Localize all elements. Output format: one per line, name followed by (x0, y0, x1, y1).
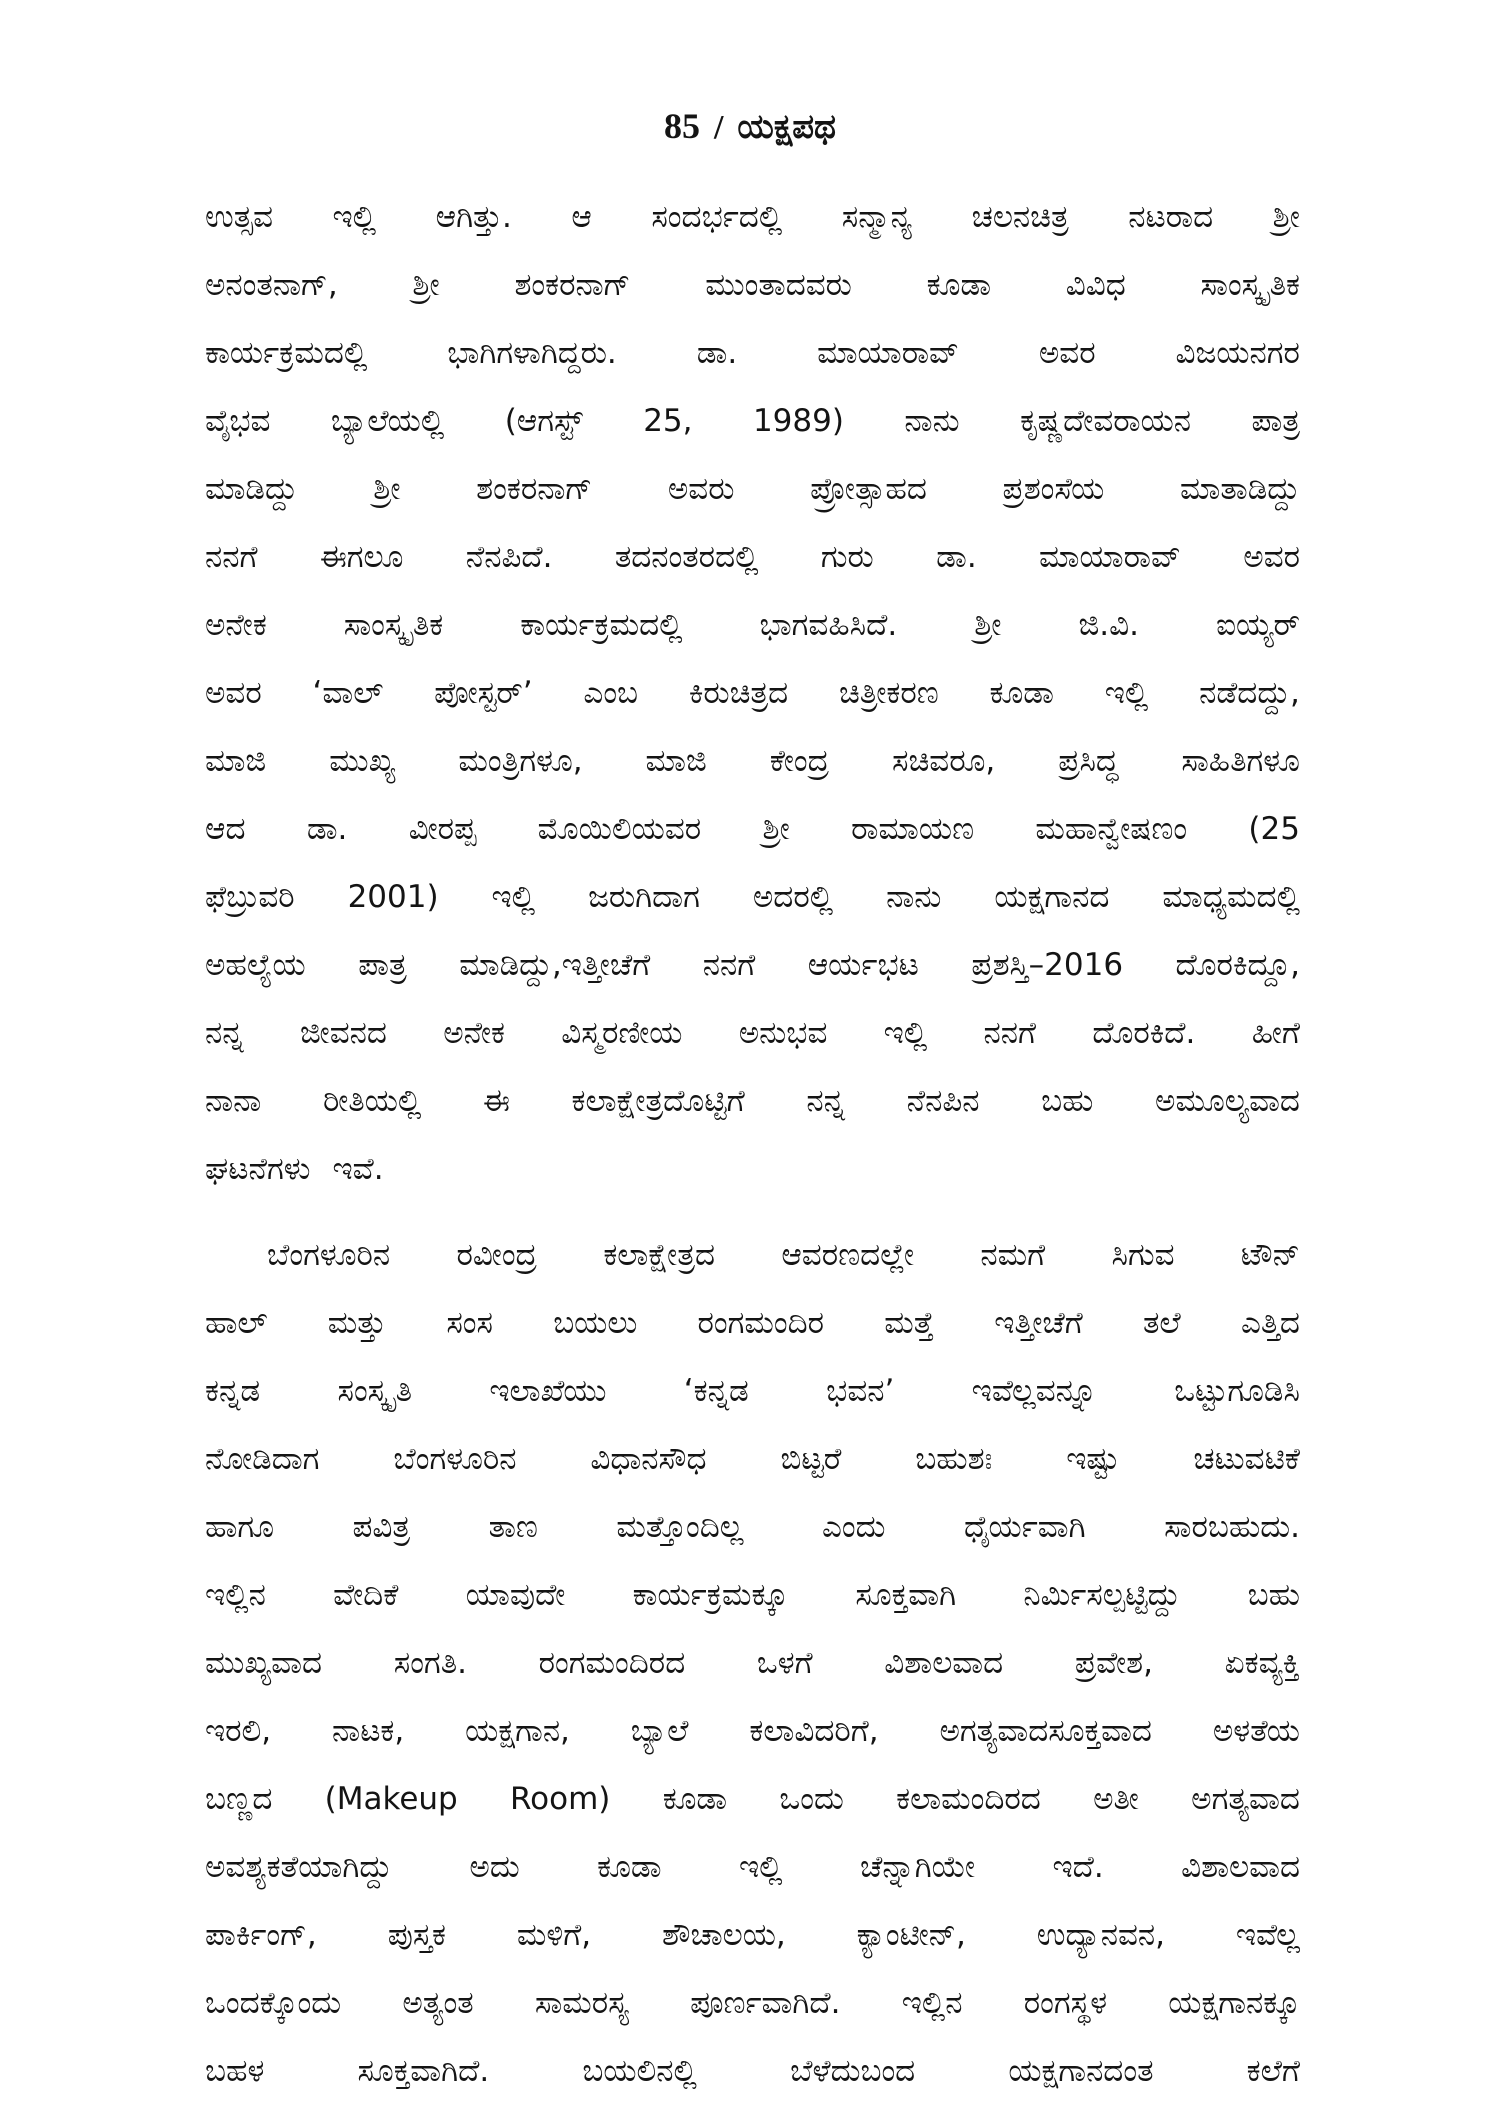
text-line: ನನ್ನ ಜೀವನದ ಅನೇಕ ವಿಸ್ಮರಣೀಯ ಅನುಭವ ಇಲ್ಲಿ ನನಗೆ ದೊರಕಿದೆ. ಹೀಗೆ (205, 1015, 1300, 1051)
text-line: ಒಂದಕ್ಕೊಂದು ಅತ್ಯಂತ ಸಾಮರಸ್ಯ ಪೂರ್ಣವಾಗಿದೆ. ಇಲ್ಲಿನ ರಂಗಸ್ಥಳ ಯಕ್ಷಗಾನಕ್ಕೂ (205, 1985, 1300, 2021)
page-header (0, 104, 1500, 150)
text-line: ಕನ್ನಡ ಸಂಸ್ಕೃತಿ ಇಲಾಖೆಯು ‘ಕನ್ನಡ ಭವನ’ ಇವೆಲ್ಲವನ್ನೂ ಒಟ್ಟುಗೂಡಿಸಿ (205, 1373, 1300, 1409)
text-line: ಮಾಡಿದ್ದು ಶ್ರೀ ಶಂಕರನಾಗ್ ಅವರು ಪ್ರೋತ್ಸಾಹದ ಪ್ರಶಂಸೆಯ ಮಾತಾಡಿದ್ದು (205, 471, 1300, 507)
text-line: ಮಾಜಿ ಮುಖ್ಯ ಮಂತ್ರಿಗಳೂ, ಮಾಜಿ ಕೇಂದ್ರ ಸಚಿವರೂ, ಪ್ರಸಿದ್ಧ ಸಾಹಿತಿಗಳೂ (205, 743, 1300, 779)
text-line: ಬಹಳ ಸೂಕ್ತವಾಗಿದೆ. ಬಯಲಿನಲ್ಲಿ ಬೆಳೆದುಬಂದ ಯಕ್ಷಗಾನದಂತ ಕಲೆಗೆ (205, 2053, 1300, 2089)
text-line: ಇರಲಿ, ನಾಟಕ, ಯಕ್ಷಗಾನ, ಬ್ಯಾಲೆ ಕಲಾವಿದರಿಗೆ, ಅಗತ್ಯವಾದಸೂಕ್ತವಾದ ಅಳತೆಯ (205, 1713, 1300, 1749)
text-line: ಅನೇಕ ಸಾಂಸ್ಕೃತಿಕ ಕಾರ್ಯಕ್ರಮದಲ್ಲಿ ಭಾಗವಹಿಸಿದೆ. ಶ್ರೀ ಜಿ.ವಿ. ಐಯ್ಯರ್ (205, 607, 1300, 643)
text-line: ಆದ ಡಾ. ವೀರಪ್ಪ ಮೊಯಿಲಿಯವರ ಶ್ರೀ ರಾಮಾಯಣ ಮಹಾನ್ವೇಷಣಂ (25 (205, 811, 1300, 847)
text-line: ನಾನಾ ರೀತಿಯಲ್ಲಿ ಈ ಕಲಾಕ್ಷೇತ್ರದೊಟ್ಟಿಗೆ ನನ್ನ ನೆನಪಿನ ಬಹು ಅಮೂಲ್ಯವಾದ (205, 1083, 1300, 1119)
text-line: ಅವರ ‘ವಾಲ್ ಪೋಸ್ಟರ್’ ಎಂಬ ಕಿರುಚಿತ್ರದ ಚಿತ್ರೀಕರಣ ಕೂಡಾ ಇಲ್ಲಿ ನಡೆದದ್ದು, (205, 675, 1300, 711)
text-line: ಬೆಂಗಳೂರಿನ ರವೀಂದ್ರ ಕಲಾಕ್ಷೇತ್ರದ ಆವರಣದಲ್ಲೇ ನಮಗೆ ಸಿಗುವ ಟೌನ್ (267, 1237, 1300, 1273)
page-body (205, 183, 1300, 2105)
text-line: ಪಾರ್ಕಿಂಗ್, ಪುಸ್ತಕ ಮಳಿಗೆ, ಶೌಚಾಲಯ, ಕ್ಯಾಂಟೀನ್, ಉದ್ಯಾನವನ, ಇವೆಲ್ಲ (205, 1917, 1300, 1953)
text-line: ನೋಡಿದಾಗ ಬೆಂಗಳೂರಿನ ವಿಧಾನಸೌಧ ಬಿಟ್ಟರೆ ಬಹುಶಃ ಇಷ್ಟು ಚಟುವಟಿಕೆ (205, 1441, 1300, 1477)
text-line: ಘಟನೆಗಳು ಇವೆ. (205, 1151, 384, 1187)
header-separator: / (713, 109, 724, 146)
text-line: ಇಲ್ಲಿನ ವೇದಿಕೆ ಯಾವುದೇ ಕಾರ್ಯಕ್ರಮಕ್ಕೂ ಸೂಕ್ತವಾಗಿ ನಿರ್ಮಿಸಲ್ಪಟ್ಟಿದ್ದು ಬಹು (205, 1577, 1300, 1613)
page-number: 85 (663, 106, 700, 146)
text-line: ಬಣ್ಣದ (Makeup Room) ಕೂಡಾ ಒಂದು ಕಲಾಮಂದಿರದ ಅತೀ ಅಗತ್ಯವಾದ (205, 1781, 1300, 1817)
book-title: ಯಕ್ಷಪಥ (737, 107, 837, 147)
paragraph (205, 183, 1300, 1203)
text-line: ಅವಶ್ಯಕತೆಯಾಗಿದ್ದು ಅದು ಕೂಡಾ ಇಲ್ಲಿ ಚೆನ್ನಾಗಿಯೇ ಇದೆ. ವಿಶಾಲವಾದ (205, 1849, 1300, 1885)
text-line: ಅಹಲ್ಯೆಯ ಪಾತ್ರ ಮಾಡಿದ್ದು,ಇತ್ತೀಚೆಗೆ ನನಗೆ ಆರ್ಯಭಟ ಪ್ರಶಸ್ತಿ–2016 ದೊರಕಿದ್ದೂ, (205, 947, 1300, 983)
text-line: ಹಾಗೂ ಪವಿತ್ರ ತಾಣ ಮತ್ತೊಂದಿಲ್ಲ ಎಂದು ಧೈರ್ಯವಾಗಿ ಸಾರಬಹುದು. (205, 1509, 1300, 1545)
paragraph (205, 1221, 1300, 2105)
text-line: ಕಾರ್ಯಕ್ರಮದಲ್ಲಿ ಭಾಗಿಗಳಾಗಿದ್ದರು. ಡಾ. ಮಾಯಾರಾವ್ ಅವರ ವಿಜಯನಗರ (205, 335, 1300, 371)
text-line: ನನಗೆ ಈಗಲೂ ನೆನಪಿದೆ. ತದನಂತರದಲ್ಲಿ ಗುರು ಡಾ. ಮಾಯಾರಾವ್ ಅವರ (205, 539, 1300, 575)
text-line: ಮುಖ್ಯವಾದ ಸಂಗತಿ. ರಂಗಮಂದಿರದ ಒಳಗೆ ವಿಶಾಲವಾದ ಪ್ರವೇಶ, ಏಕವ್ಯಕ್ತಿ (205, 1645, 1300, 1681)
text-line: ಅನಂತನಾಗ್, ಶ್ರೀ ಶಂಕರನಾಗ್ ಮುಂತಾದವರು ಕೂಡಾ ವಿವಿಧ ಸಾಂಸ್ಕೃತಿಕ (205, 267, 1300, 303)
text-line: ವೈಭವ ಬ್ಯಾಲೆಯಲ್ಲಿ (ಆಗಸ್ಟ್ 25, 1989) ನಾನು ಕೃಷ್ಣದೇವರಾಯನ ಪಾತ್ರ (205, 403, 1300, 439)
text-line: ಹಾಲ್ ಮತ್ತು ಸಂಸ ಬಯಲು ರಂಗಮಂದಿರ ಮತ್ತೆ ಇತ್ತೀಚೆಗೆ ತಲೆ ಎತ್ತಿದ (205, 1305, 1300, 1341)
text-line: ಉತ್ಸವ ಇಲ್ಲಿ ಆಗಿತ್ತು. ಆ ಸಂದರ್ಭದಲ್ಲಿ ಸನ್ಮಾನ್ಯ ಚಲನಚಿತ್ರ ನಟರಾದ ಶ್ರೀ (205, 199, 1300, 235)
text-line: ಫೆಬ್ರುವರಿ 2001) ಇಲ್ಲಿ ಜರುಗಿದಾಗ ಅದರಲ್ಲಿ ನಾನು ಯಕ್ಷಗಾನದ ಮಾಧ್ಯಮದಲ್ಲಿ (205, 879, 1300, 915)
